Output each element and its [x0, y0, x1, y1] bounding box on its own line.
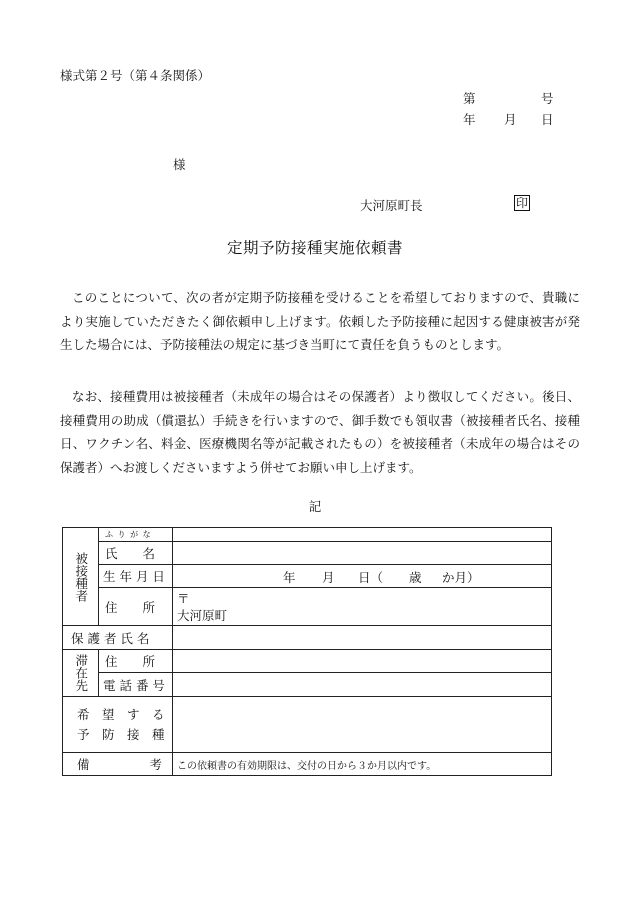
furigana-row	[63, 528, 552, 542]
guardian-field[interactable]	[173, 626, 552, 650]
phone-row	[63, 673, 552, 697]
guardian-row	[63, 626, 552, 650]
name-field[interactable]	[173, 542, 552, 565]
stay-address-field[interactable]	[173, 650, 552, 673]
stay-address-label: 住 所	[99, 650, 173, 673]
recipient-group-label: 被接種者	[73, 551, 89, 602]
addressee-honorific: 様	[173, 157, 186, 172]
postal-mark: 〒	[177, 591, 190, 606]
dob-age-label: 歳	[409, 570, 422, 585]
recipient-form-table	[62, 527, 552, 776]
ki-heading: 記	[308, 499, 322, 514]
document-title: 定期予防接種実施依頼書	[226, 239, 403, 257]
dob-day-label: 日（	[358, 570, 384, 585]
stay-group-label: 滞在先	[73, 654, 89, 692]
dob-year-label: 年	[283, 570, 296, 585]
body-paragraph-1: このことについて、次の者が定期予防接種を受けることを希望しておりますので、貴職により実施していただきたく御依頼申し上げます。依頼した予防接種に起因する健康被害が発生した場合には、予防接種法の規定に基づき当町にて責任を負うものとします。	[60, 290, 580, 352]
sender-title: 大河原町長	[360, 198, 423, 213]
dob-month-label: 月	[322, 570, 335, 585]
remarks-value: この依頼書の有効期限は、交付の日から３か月以内です。	[173, 753, 552, 776]
address-field[interactable]	[173, 588, 552, 626]
address-value: 大河原町	[177, 608, 228, 623]
body-paragraph-2: なお、接種費用は被接種者（未成年の場合はその保護者）より徴収してください。後日、接種費用の助成（償還払）手続きを行いますので、御手数でも領収書（被接種者氏名、接種日、ワクチン名、料金、医療機関名等が記載されたもの）を被接種者（未成年の場合はその保護者）へお渡しくださいますよう併せてお願い申し上げます。	[60, 389, 580, 475]
seal-mark: 印	[516, 196, 529, 210]
wish-row	[63, 697, 552, 753]
dob-field[interactable]	[173, 565, 552, 588]
phone-field[interactable]	[173, 673, 552, 697]
form-number: 様式第２号（第４条関係）	[60, 68, 211, 83]
document-number-suffix: 号	[541, 91, 554, 106]
date-day-label: 日	[541, 112, 554, 127]
wish-label-cell	[63, 697, 173, 753]
name-row	[63, 542, 552, 565]
stay-group-cell	[63, 650, 99, 697]
dob-label: 生 年 月 日	[99, 565, 173, 588]
furigana-field[interactable]	[173, 528, 552, 542]
address-label: 住 所	[99, 588, 173, 626]
document-number-prefix: 第	[463, 91, 476, 106]
remarks-label-cell	[63, 753, 173, 776]
official-seal	[514, 195, 530, 211]
wish-label-line1: 希 望 す る	[77, 706, 165, 722]
guardian-label: 保 護 者 氏 名	[63, 626, 173, 650]
dob-months-label: か月）	[442, 570, 480, 585]
date-year-label: 年	[463, 112, 476, 127]
wish-field[interactable]	[173, 697, 552, 753]
phone-label: 電 話 番 号	[99, 673, 173, 697]
wish-label-line2: 予 防 接 種	[77, 726, 165, 742]
date-month-label: 月	[504, 112, 517, 127]
recipient-group-cell	[63, 528, 99, 626]
remarks-label-second: 考	[149, 757, 162, 772]
dob-row	[63, 565, 552, 588]
name-label: 氏 名	[99, 542, 173, 565]
furigana-label: ふ り が な	[99, 528, 173, 542]
remarks-label-first: 備	[77, 757, 90, 772]
remarks-row	[63, 753, 552, 776]
stay-address-row	[63, 650, 552, 673]
address-row	[63, 588, 552, 626]
